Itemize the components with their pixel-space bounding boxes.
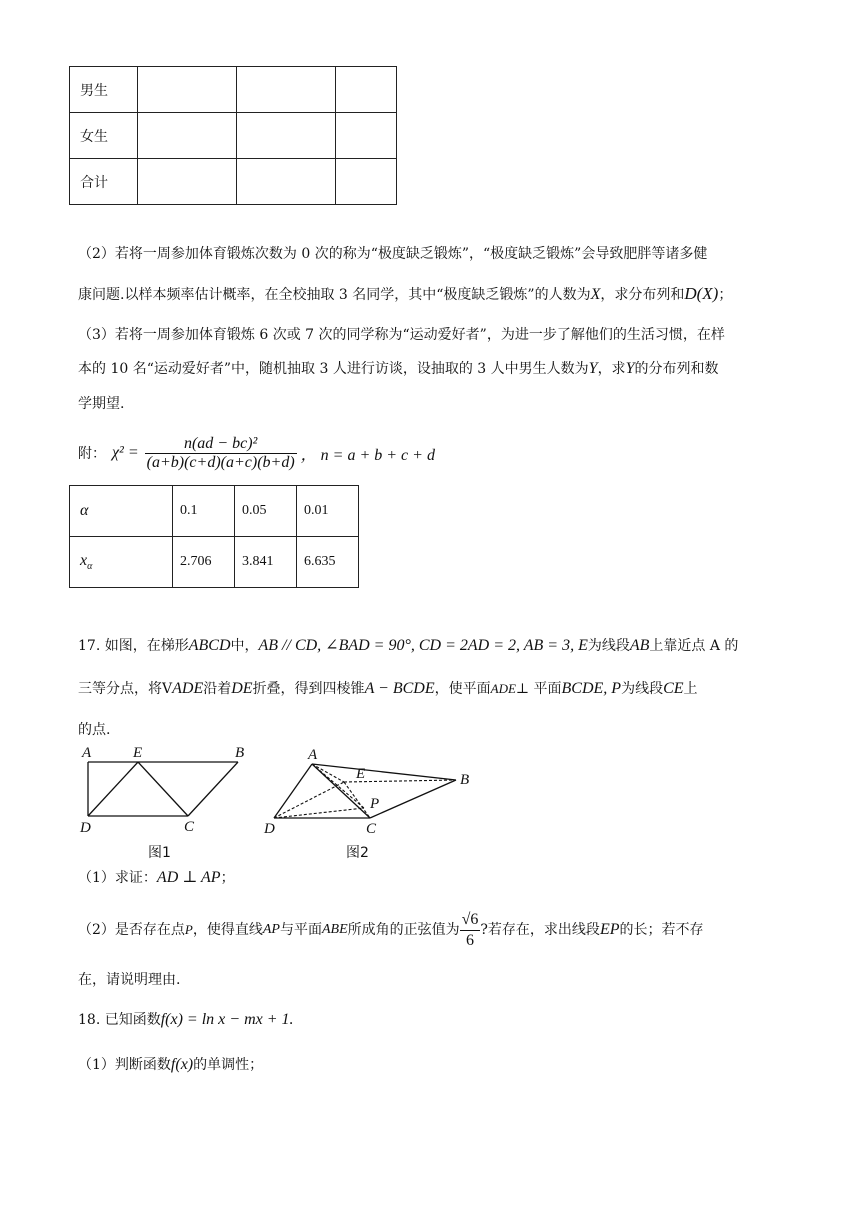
edge-ab [312, 764, 456, 780]
math: P [184, 922, 193, 937]
q16-part3-line3: 学期望. [78, 396, 125, 412]
math: A − BCDE [364, 680, 435, 697]
math: ABCD [188, 637, 231, 654]
table-cell [336, 113, 397, 159]
fraction-numerator: n(ad − bc)² [145, 435, 297, 454]
label-b: B [235, 745, 245, 761]
math: AB [629, 637, 650, 654]
fraction-denominator: 6 [466, 931, 475, 949]
table-cell: 3.841 [235, 537, 297, 588]
math: f(x) [170, 1056, 194, 1073]
math: AP [262, 922, 280, 937]
q18-line1 [78, 1010, 294, 1030]
q16-part2-line2 [78, 284, 732, 305]
text: 上靠近点 A 的 [649, 638, 739, 654]
table-cell [336, 159, 397, 205]
edge-cb [370, 780, 456, 818]
math: AB // CD, ∠BAD = 90°, CD = 2AD = 2, AB = 3, E [258, 637, 588, 654]
q17-part1 [78, 868, 235, 888]
segment-dp-hidden [274, 808, 364, 818]
text: 与平面 [279, 922, 322, 938]
var-x: X [590, 286, 601, 303]
critical-value-table [69, 485, 359, 588]
math: ABE [321, 922, 348, 937]
text: 本的 10 名“运动爱好者”中，随机抽取 3 人进行访谈，设抽取的 3 人中男生人数为 [78, 361, 589, 377]
figure-1-caption: 图1 [148, 845, 171, 861]
table-cell [336, 67, 397, 113]
label-a: A [308, 747, 318, 763]
figure-1-trapezoid [70, 744, 260, 836]
text: ，求分布列和 [600, 287, 685, 303]
edge-de-hidden [274, 782, 344, 818]
q16-part3-line2 [78, 359, 718, 379]
appendix-formula [78, 428, 435, 478]
text: （1）判断函数 [78, 1057, 171, 1073]
text: 的长；若不存 [619, 922, 704, 938]
label-a: A [82, 745, 92, 761]
q17-part2-line2: 在，请说明理由. [78, 972, 181, 988]
variance-dx: D(X) [684, 284, 719, 303]
text: 为线段 [621, 681, 664, 697]
text: 三等分点，将V [78, 681, 173, 697]
math: ADE [490, 681, 516, 696]
q17-line2 [78, 679, 698, 699]
q18-part1 [78, 1055, 263, 1075]
table-row [70, 537, 359, 588]
text: 沿着 [203, 681, 232, 697]
edge-ec [138, 762, 188, 816]
math: EP [599, 921, 620, 938]
text: 为线段 [587, 638, 630, 654]
table-cell: 0.01 [297, 486, 359, 537]
text: ； [220, 870, 235, 886]
text: 上 [683, 681, 698, 697]
q17-line1 [78, 636, 738, 656]
figure-2-pyramid [258, 744, 480, 838]
text: 所成角的正弦值为 [347, 922, 460, 938]
q17-part2-line1 [78, 908, 703, 952]
math: f(x) = ln x − mx + 1. [160, 1011, 294, 1028]
text: ，使平面 [434, 681, 491, 697]
label-c: C [184, 819, 195, 835]
edge-ed [88, 762, 138, 816]
table-cell: 2.706 [173, 537, 235, 588]
text: 18. 已知函数 [78, 1012, 161, 1028]
sample-size-formula: ， n = a + b + c + d [300, 446, 435, 464]
label-c: C [366, 821, 377, 837]
text: （1）求证： [78, 870, 157, 886]
table-row [70, 67, 397, 113]
math: CE [663, 680, 684, 697]
row-label-total: 合计 [70, 159, 138, 205]
text: ，使得直线 [192, 922, 263, 938]
q16-part3-line1: （3）若将一周参加体育锻炼 6 次或 7 次的同学称为“运动爱好者”，为进一步了解他们的生活习惯，在样 [78, 327, 725, 343]
table-cell [237, 67, 336, 113]
contingency-table [69, 66, 397, 205]
chi-square-symbol: χ² = [112, 444, 139, 461]
table-cell [138, 113, 237, 159]
alpha-subscript: α [87, 560, 93, 572]
text: ； [718, 287, 733, 303]
chi-square-fraction [145, 435, 297, 472]
text: 17. 如图，在梯形 [78, 638, 189, 654]
text: 中， [230, 638, 259, 654]
table-cell: 6.635 [297, 537, 359, 588]
text: ，求 [597, 361, 626, 377]
label-p: P [370, 796, 380, 812]
text: ?若存在，求出线段 [480, 922, 600, 938]
text: 的分布列和数 [634, 361, 719, 377]
table-row [70, 486, 359, 537]
label-b: B [460, 772, 470, 788]
math: DE [231, 680, 253, 697]
table-row [70, 113, 397, 159]
figure-2-caption: 图2 [346, 845, 369, 861]
math: BCDE, P [561, 680, 622, 697]
appendix-label: 附： [78, 446, 106, 462]
x-alpha-header [70, 537, 173, 588]
x-symbol: x [80, 552, 88, 570]
alpha-header [70, 486, 173, 537]
text: 康问题.以样本频率估计概率，在全校抽取 3 名同学，其中“极度缺乏锻炼”的人数为 [78, 287, 591, 303]
label-d: D [264, 821, 275, 837]
fraction-denominator: (a+b)(c+d)(a+c)(b+d) [146, 453, 295, 471]
row-label-girls: 女生 [70, 113, 138, 159]
q16-part2-line1: （2）若将一周参加体育锻炼次数为 0 次的称为“极度缺乏锻炼”，“极度缺乏锻炼”会导致肥胖等诸多健 [78, 246, 708, 262]
edge-ad [274, 764, 312, 818]
var-y: Y [588, 360, 598, 377]
table-cell: 0.1 [173, 486, 235, 537]
math: ADE [172, 680, 204, 697]
sine-value-fraction [460, 910, 481, 951]
text: ⊥ 平面 [515, 681, 562, 697]
alpha-symbol: α [80, 502, 89, 519]
label-e: E [133, 745, 143, 761]
table-cell [138, 67, 237, 113]
label-d: D [80, 820, 91, 836]
text: 的单调性； [193, 1057, 264, 1073]
math: AD ⊥ AP [156, 869, 221, 886]
table-cell: 0.05 [235, 486, 297, 537]
edge-ec-hidden [344, 782, 370, 818]
table-cell [237, 159, 336, 205]
text: 折叠，得到四棱锥 [252, 681, 365, 697]
edge-cb [188, 762, 238, 816]
q17-line3: 的点. [78, 722, 111, 738]
var-y: Y [625, 360, 635, 377]
fraction-numerator: √6 [460, 910, 481, 931]
text: （2）是否存在点 [78, 922, 185, 938]
row-label-boys: 男生 [70, 67, 138, 113]
table-cell [138, 159, 237, 205]
table-row [70, 159, 397, 205]
table-cell [237, 113, 336, 159]
label-e: E [356, 766, 366, 782]
